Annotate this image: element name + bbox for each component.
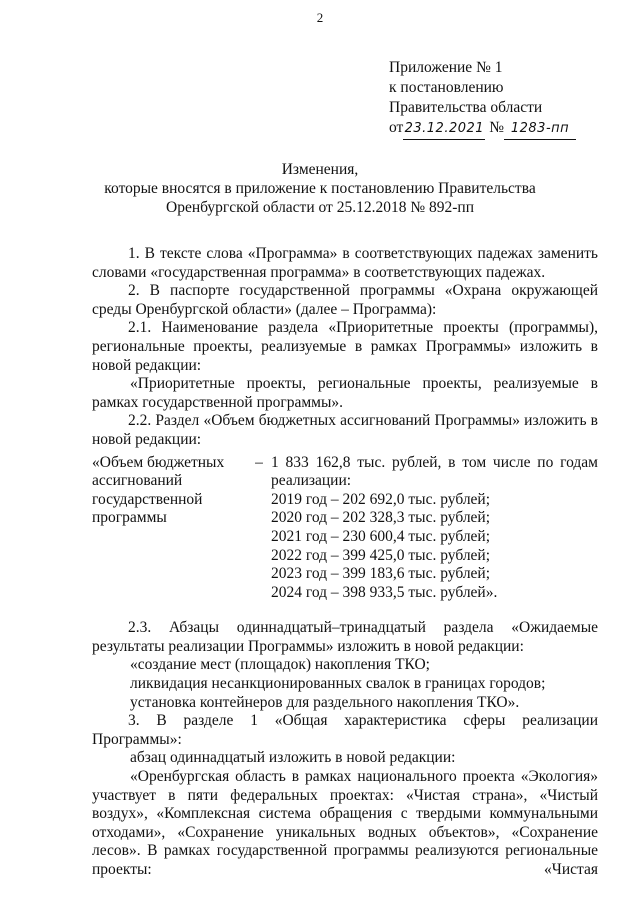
paragraph-2-2: 2.2. Раздел «Объем бюджетных ассигнований Программы» изложить в новой редакции: bbox=[92, 412, 598, 448]
budget-year-row: 2023 год – 399 183,6 тыс. рублей; bbox=[271, 565, 491, 583]
title-line-1: Изменения, bbox=[281, 161, 359, 178]
paragraph-3: 3. В разделе 1 «Общая характеристика сферы реализации Программы»: bbox=[92, 712, 598, 748]
document-body bbox=[92, 245, 598, 880]
title-line-3: Оренбургской области от 25.12.2018 № 892-пп bbox=[166, 199, 474, 216]
appendix-block bbox=[389, 58, 576, 140]
appendix-date-line bbox=[389, 118, 576, 140]
paragraph-2-3-a: «создание мест (площадок) накопления ТКО; bbox=[130, 656, 430, 674]
handwritten-date: 23.12.2021 bbox=[404, 121, 485, 136]
handwritten-number: 1283-пп bbox=[510, 121, 570, 136]
paragraph-2-3-b: ликвидация несанкционированных свалок в границах городов; bbox=[130, 675, 546, 693]
paragraph-2-1: 2.1. Наименование раздела «Приоритетные проекты (программы), региональные проекты, реализуемые в рамках Программы» изложить в новой редакции: bbox=[92, 319, 598, 374]
from-label: от bbox=[389, 119, 404, 136]
number-label: № bbox=[489, 119, 504, 136]
budget-year-row: 2022 год – 399 425,0 тыс. рублей; bbox=[271, 546, 491, 564]
appendix-line-1: Приложение № 1 bbox=[389, 59, 503, 76]
paragraph-2-3-c: установка контейнеров для раздельного накопления ТКО». bbox=[130, 693, 520, 711]
page-number: 2 bbox=[316, 10, 324, 25]
paragraph-3-a: абзац одиннадцатый изложить в новой редакции: bbox=[130, 749, 456, 767]
budget-label: «Объем бюджетных ассигнований государственной программы bbox=[92, 453, 225, 527]
document-title bbox=[0, 160, 640, 217]
appendix-line-3: Правительства области bbox=[389, 99, 543, 116]
appendix-line-2: к постановлению bbox=[389, 79, 504, 96]
budget-dash: – bbox=[255, 453, 263, 471]
budget-year-row: 2024 год – 398 933,5 тыс. рублей». bbox=[271, 583, 498, 601]
title-line-2: которые вносятся в приложение к постановлению Правительства bbox=[104, 180, 536, 197]
paragraph-1: 1. В тексте слова «Программа» в соответствующих падежах заменить словами «государственная программа» в соответствующих падежах. bbox=[92, 245, 598, 281]
paragraph-2-3: 2.3. Абзацы одиннадцатый–тринадцатый раздела «Ожидаемые результаты реализации Программы» изложить в новой редакции: bbox=[92, 619, 598, 655]
budget-year-row: 2020 год – 202 328,3 тыс. рублей; bbox=[271, 509, 491, 527]
paragraph-3-quote: «Оренбургская область в рамках национального проекта «Экология» участвует в пяти федеральных проектах: «Чистая страна», «Чистый воздух», «Комплексная система обращения с твердыми коммунальными отходами», «Сохранение уникальных водных объектов», «Сохранение лесов». В рамках государственной программы реализуются региональные проекты: «Чистая bbox=[92, 768, 598, 878]
budget-year-row: 2019 год – 202 692,0 тыс. рублей; bbox=[271, 490, 491, 508]
budget-year-row: 2021 год – 230 600,4 тыс. рублей; bbox=[271, 527, 491, 545]
budget-table bbox=[92, 454, 598, 603]
paragraph-2: 2. В паспорте государственной программы «Охрана окружающей среды Оренбургской области» (далее – Программа): bbox=[92, 282, 598, 318]
paragraph-2-1-quote: «Приоритетные проекты, региональные проекты, реализуемые в рамках государственной программы». bbox=[92, 375, 598, 411]
budget-values bbox=[271, 454, 598, 603]
budget-total: 1 833 162,8 тыс. рублей, в том числе по годам реализации: bbox=[271, 453, 598, 490]
